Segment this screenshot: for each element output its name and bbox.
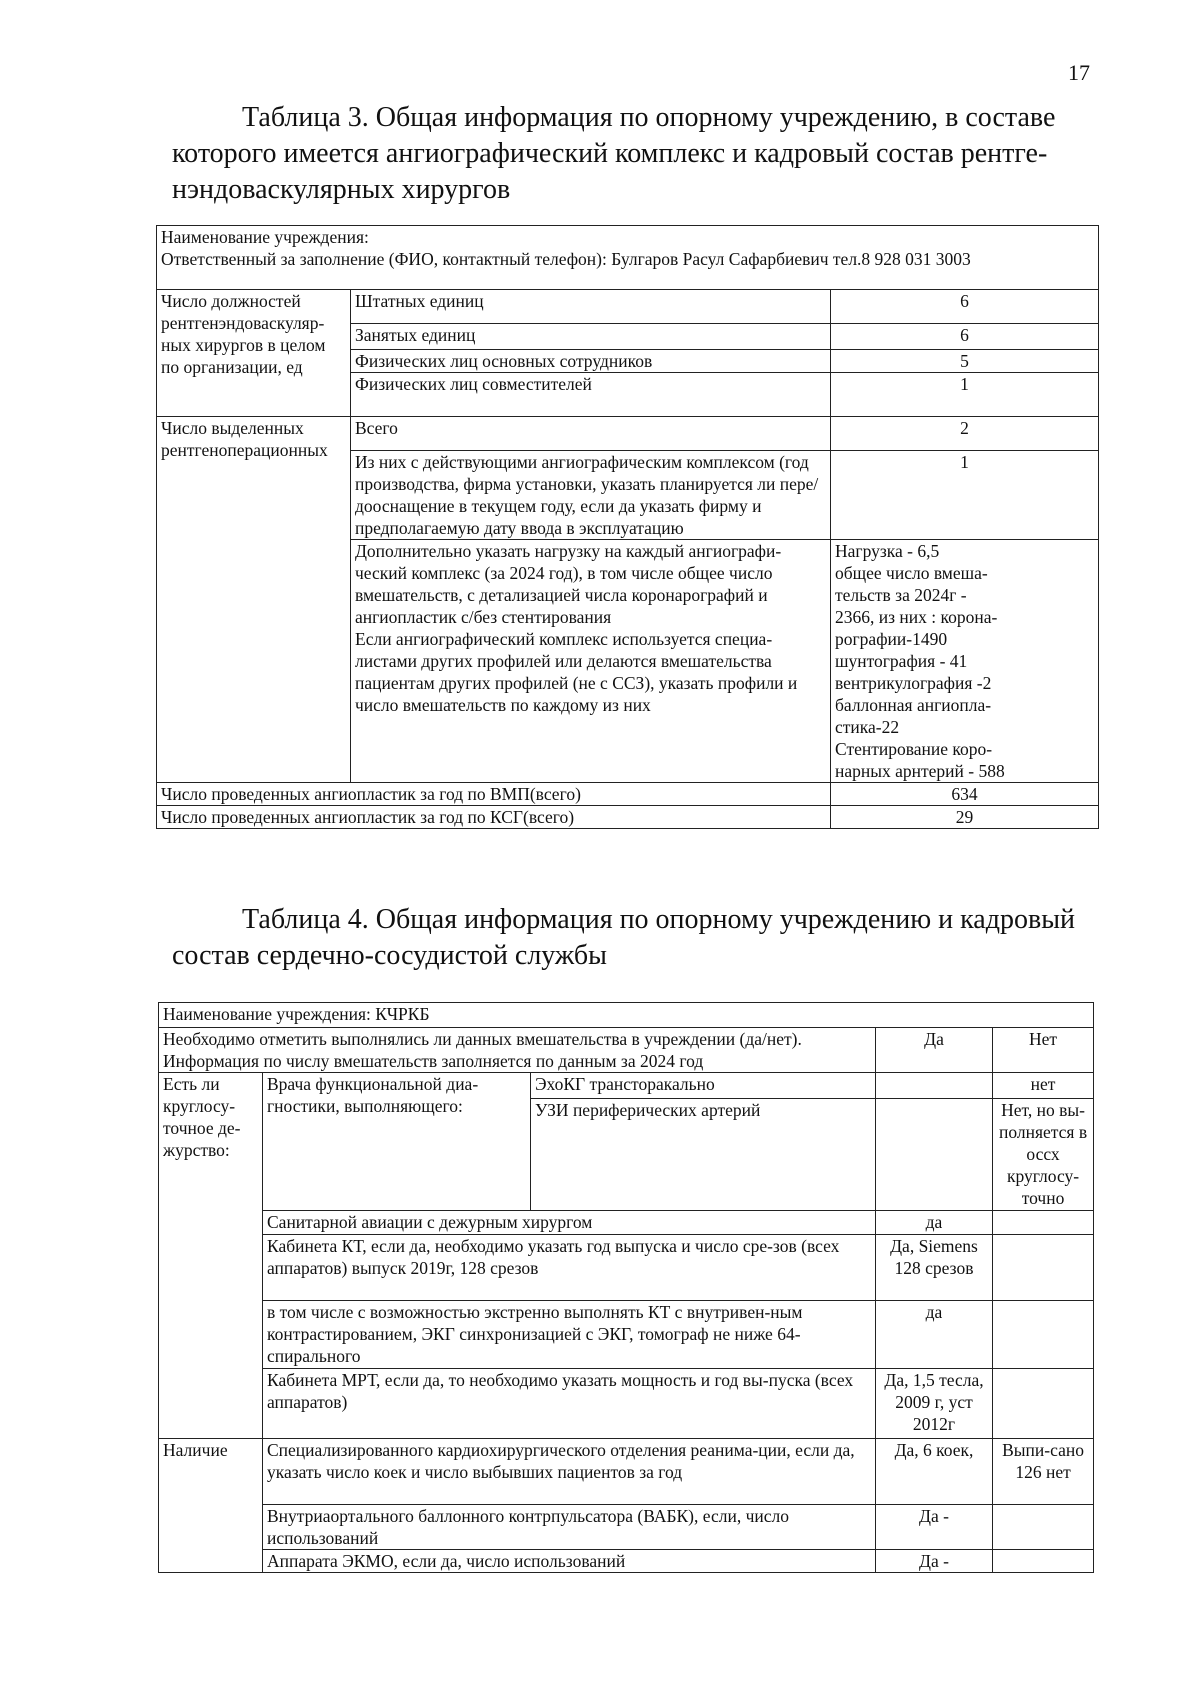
echo-yes xyxy=(876,1073,993,1099)
caption-line: Таблица 3. Общая информация по опорному учреждению, в составе xyxy=(242,102,1056,133)
echo-no: нет xyxy=(993,1073,1094,1099)
iabp-label: Внутриаортального баллонного контрпульсатора (ВАБК), если, число использований xyxy=(263,1505,876,1550)
caption-line: Таблица 4. Общая информация по опорному учреждению и кадровый xyxy=(242,904,1075,935)
rooms-active-value: 1 xyxy=(831,451,1099,540)
load-line: баллонная ангиопла- xyxy=(835,695,992,715)
positions-label: Число должностей рентгенэндоваскуляр-ных хирургов в целом по организации, ед xyxy=(157,290,351,417)
load-line: общее число вмеша- xyxy=(835,563,988,583)
institution-label: Наименование учреждения: xyxy=(161,227,369,247)
ct-contrast-label: в том числе с возможностью экстренно выполнять КТ с внутривен-ным контрастированием, ЭКГ синхронизацией с ЭКГ, томограф не ниже 64-спирального xyxy=(263,1301,876,1369)
page-number: 17 xyxy=(1068,60,1090,85)
doctor-label: Врача функциональной диа-гностики, выполняющего: xyxy=(263,1073,531,1211)
load-value xyxy=(831,540,1099,783)
table3-header-cell xyxy=(157,226,1099,290)
position-value: 6 xyxy=(831,324,1099,350)
ksg-value: 29 xyxy=(831,806,1099,829)
table4-caption xyxy=(172,902,1092,974)
icu-no: Выпи-сано 126 нет xyxy=(993,1439,1094,1505)
ecmo-label: Аппарата ЭКМО, если да, число использований xyxy=(263,1550,876,1573)
ecmo-no xyxy=(993,1550,1094,1573)
vmp-value: 634 xyxy=(831,783,1099,806)
iabp-yes: Да - xyxy=(876,1505,993,1550)
ksg-label: Число проведенных ангиопластик за год по КСГ(всего) xyxy=(157,806,831,829)
availability-label: Наличие xyxy=(159,1439,263,1573)
mri-label: Кабинета МРТ, если да, то необходимо указать мощность и год вы-пуска (всех аппаратов) xyxy=(263,1369,876,1439)
load-line: вентрикулография -2 xyxy=(835,673,992,693)
caption-line: состав сердечно-сосудистой службы xyxy=(172,940,607,971)
usi-label: УЗИ периферических артерий xyxy=(531,1099,876,1211)
load-line: стика-22 xyxy=(835,717,900,737)
load-line: шунтография - 41 xyxy=(835,651,968,671)
mri-yes: Да, 1,5 тесла, 2009 г, уст 2012г xyxy=(876,1369,993,1439)
load-label-1: Дополнительно указать нагрузку на каждый ангиографи-ческий комплекс (за 2024 год), в том числе общее число вмешательств, с детализацией числа коронарографий и ангиопластик с/без стентирования xyxy=(355,541,782,627)
mri-no xyxy=(993,1369,1094,1439)
load-line: Стентирование коро- xyxy=(835,739,993,759)
rooms-label: Число выделенных рентгеноперационных xyxy=(157,417,351,783)
table3 xyxy=(156,225,1099,829)
position-value: 5 xyxy=(831,350,1099,373)
responsible-line: Ответственный за заполнение (ФИО, контактный телефон): Булгаров Расул Сафарбиевич тел.8 928 031 3003 xyxy=(161,249,971,269)
load-line: 2366, из них : корона- xyxy=(835,607,998,627)
ct-yes: Да, Siemens 128 срезов xyxy=(876,1235,993,1301)
load-line: рографии-1490 xyxy=(835,629,948,649)
vmp-label: Число проведенных ангиопластик за год по ВМП(всего) xyxy=(157,783,831,806)
echo-label: ЭхоКГ трансторакально xyxy=(531,1073,876,1099)
load-description xyxy=(351,540,831,783)
col-yes-header: Да xyxy=(876,1028,993,1073)
ecmo-yes: Да - xyxy=(876,1550,993,1573)
icu-label: Специализированного кардиохирургического отделения реанима-ции, если да, указать число коек и число выбывших пациентов за год xyxy=(263,1439,876,1505)
table4-header-text: Необходимо отметить выполнялись ли данных вмешательства в учреждении (да/нет). Информация по числу вмешательств заполняется по данным за 2024 год xyxy=(159,1028,876,1073)
usi-no: Нет, но вы-полняется в оссх круглосу-точно xyxy=(993,1099,1094,1211)
position-value: 6 xyxy=(831,290,1099,324)
duty-label: Есть ли круглосу-точное де-журство: xyxy=(159,1073,263,1439)
aviation-label: Санитарной авиации с дежурным хирургом xyxy=(263,1211,876,1235)
rooms-total-value: 2 xyxy=(831,417,1099,451)
rooms-total-label: Всего xyxy=(351,417,831,451)
load-line: Нагрузка - 6,5 xyxy=(835,541,940,561)
position-label: Физических лиц совместителей xyxy=(351,373,831,417)
aviation-no xyxy=(993,1211,1094,1235)
ct-contrast-yes: да xyxy=(876,1301,993,1369)
caption-line: нэндоваскулярных хирургов xyxy=(172,174,511,205)
load-line: тельств за 2024г - xyxy=(835,585,967,605)
usi-yes xyxy=(876,1099,993,1211)
col-no-header: Нет xyxy=(993,1028,1094,1073)
iabp-no xyxy=(993,1505,1094,1550)
position-label: Физических лиц основных сотрудников xyxy=(351,350,831,373)
position-label: Занятых единиц xyxy=(351,324,831,350)
aviation-yes: да xyxy=(876,1211,993,1235)
load-label-2: Если ангиографический комплекс используется специа-листами других профилей или делаются вмешательства пациентам других профилей (не с ССЗ), указать профили и число вмешательств по каждому из них xyxy=(355,629,798,715)
position-value: 1 xyxy=(831,373,1099,417)
caption-line: которого имеется ангиографический комплекс и кадровый состав рентге- xyxy=(172,138,1048,169)
table3-caption xyxy=(172,100,1092,208)
load-line: нарных арнтерий - 588 xyxy=(835,761,1005,781)
institution-line: Наименование учреждения: КЧРКБ xyxy=(159,1003,1094,1028)
icu-yes: Да, 6 коек, xyxy=(876,1439,993,1505)
position-label: Штатных единиц xyxy=(351,290,831,324)
ct-no xyxy=(993,1235,1094,1301)
table4 xyxy=(158,1002,1094,1573)
ct-label: Кабинета КТ, если да, необходимо указать год выпуска и число сре-зов (всех аппаратов) выпуск 2019г, 128 срезов xyxy=(263,1235,876,1301)
rooms-active-label: Из них с действующими ангиографическим комплексом (год производства, фирма установки, указать планируется ли пере/дооснащение в текущем году, если да указать фирму и предполагаемую дату ввода в эксплуатацию xyxy=(351,451,831,540)
ct-contrast-no xyxy=(993,1301,1094,1369)
